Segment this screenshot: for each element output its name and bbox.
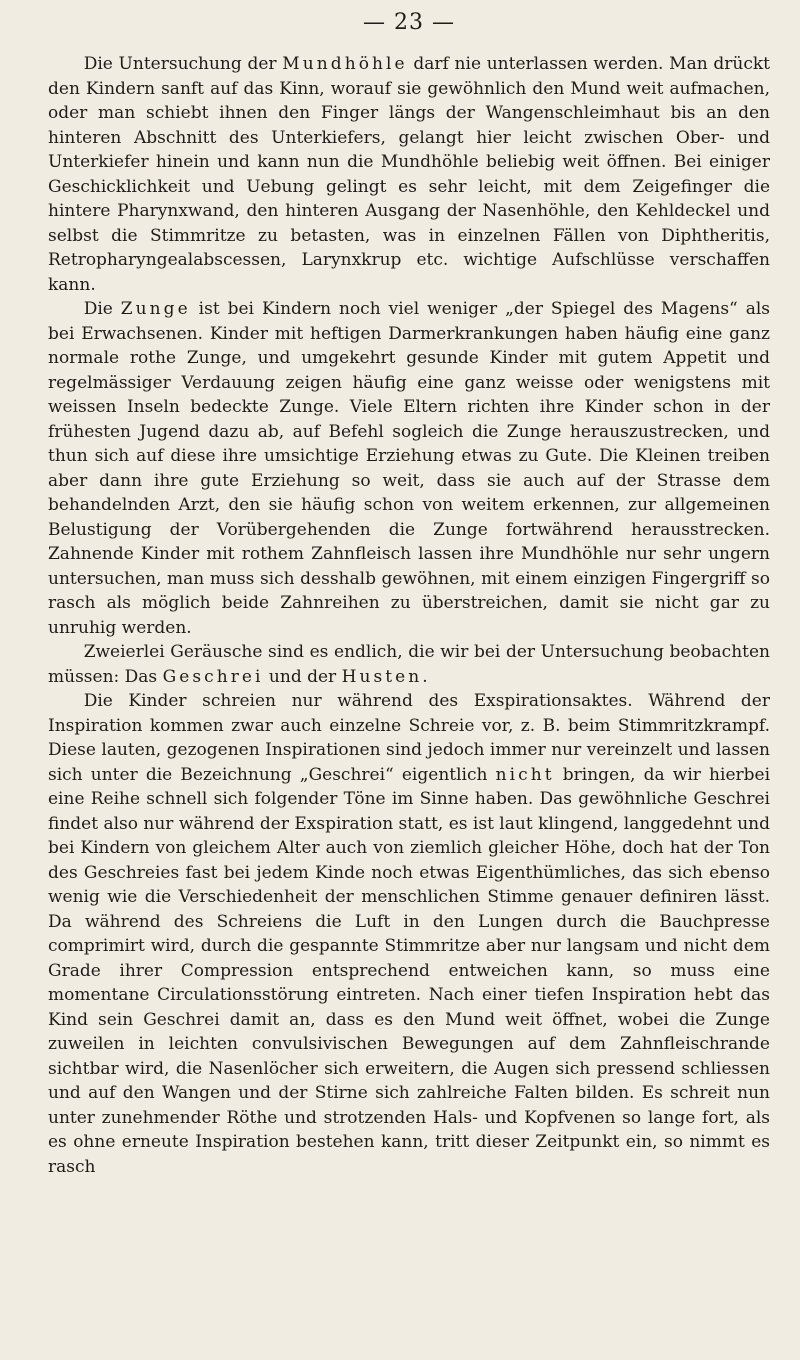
text-run: darf nie unterlassen werden. Man drückt den Kindern sanft auf das Kinn, worauf sie gewöhnlich den Mund weit aufmachen, oder man schiebt ihnen den Finger längs der Wangenschleimhaut bis an den hinteren Abschnitt des Unterkiefers, gelangt hier leicht zwischen Ober- und Unterkiefer hinein und kann nun die Mundhöhle beliebig weit öffnen. Bei einiger Geschicklichkeit und Uebung gelingt es sehr leicht, mit dem Zeigefinger die hintere Pharynxwand, den hinteren Ausgang der Nasenhöhle, den Kehldeckel und selbst die Stimmritze zu betasten, was in einzelnen Fällen von Diphtheritis, Retropharyngealabscessen, Larynxkrup etc. wichtige Aufschlüsse verschaffen kann. — [48, 54, 771, 295]
emphasis-nicht: nicht — [495, 764, 555, 785]
text-run: Die Untersuchung der — [83, 54, 283, 74]
emphasis-husten: Husten — [341, 666, 423, 687]
paragraph-schreien — [48, 689, 770, 1179]
paragraph-zunge — [48, 297, 770, 640]
text-run: ist bei Kindern noch viel weniger „der Spiegel des Magens“ als bei Erwachsenen. Kinder mit heftigen Darmerkrankungen haben häufig eine ganz normale rothe Zunge, und umgekehrt gesunde Kinder mit gutem Appetit und regelmässiger Verdauung zeigen häufig eine ganz weisse oder wenigstens mit weissen Inseln bedeckte Zunge. Viele Eltern richten ihre Kinder schon in der frühesten Jugend dazu ab, auf Befehl sogleich die Zunge herauszustrecken, und thun sich auf diese ihre umsichtige Erziehung etwas zu Gute. Die Kleinen treiben aber dann ihre gute Erziehung so weit, dass sie auch auf der Strasse dem behandelnden Arzt, den sie häufig schon von weitem erkennen, zur allgemeinen Belustigung der Vorübergehenden die Zunge fortwährend herausstrecken. Zahnende Kinder mit rothem Zahnfleisch lassen ihre Mundhöhle nur sehr ungern untersuchen, man muss sich desshalb gewöhnen, mit einem einzigen Fingergriff so rasch als möglich beide Zahnreihen zu überstreichen, damit sie nicht gar zu unruhig werden. — [48, 299, 770, 638]
paragraph-mundhoehle — [48, 52, 770, 297]
emphasis-zunge: Zunge — [120, 299, 191, 319]
text-run: bringen, da wir hierbei eine Reihe schnell sich folgender Töne im Sinne haben. Das gewöhnliche Geschrei findet also nur während der Exspiration statt, es ist laut klingend, langgedehnt und bei Kindern von gleichem Alter auch von ziemlich gleicher Höhe, doch hat der Ton des Geschreies fast bei jedem Kinde noch etwas Eigenthümliches, das sich ebenso wenig wie die Verschiedenheit der menschlichen Stimme genauer definiren lässt. Da während des Schreiens die Luft in den Lungen durch die Bauchpresse comprimirt wird, durch die gespannte Stimmritze aber nur langsam und nicht dem Grade ihrer Compression entsprechend entweichen kann, so muss eine momentane Circulationsstörung eintreten. Nach einer tiefen Inspiration hebt das Kind sein Geschrei damit an, dass es den Mund weit öffnet, wobei die Zunge zuweilen in leichten convulsivischen Bewegungen auf dem Zahnfleischrande sichtbar wird, die Nasenlöcher sich erweitern, die Augen sich pressend schliessen und auf den Wangen und der Stirne sich zahlreiche Falten bilden. Es schreit nun unter zunehmender Röthe und strotzenden Hals- und Kopfvenen so lange fort, als es ohne erneute Inspiration bestehen kann, tritt dieser Zeitpunkt ein, so nimmt es rasch — [48, 764, 771, 1177]
body-text — [48, 52, 770, 1179]
page-number: — 23 — — [363, 10, 455, 35]
emphasis-mundhoehle: Mundhöhle — [282, 54, 408, 74]
emphasis-geschrei: Geschrei — [162, 666, 264, 687]
text-run: Die — [83, 299, 121, 319]
text-run: und der — [263, 666, 342, 687]
text-run: Zweierlei Geräusche sind es endlich, die wir bei der Untersuchung beobachten müssen: Das — [48, 642, 770, 687]
paragraph-geraeusche — [48, 640, 770, 689]
text-run: Die Kinder schreien nur während des Exspirationsaktes. Während der Inspiration kommen zwar auch einzelne Schreie vor, z. B. beim Stimmritzkrampf. Diese lauten, gezogenen Inspirationen sind jedoch immer nur vereinzelt und lassen sich unter die Bezeichnung „Geschrei“ eigentlich — [48, 691, 770, 785]
text-run: . — [422, 666, 428, 687]
